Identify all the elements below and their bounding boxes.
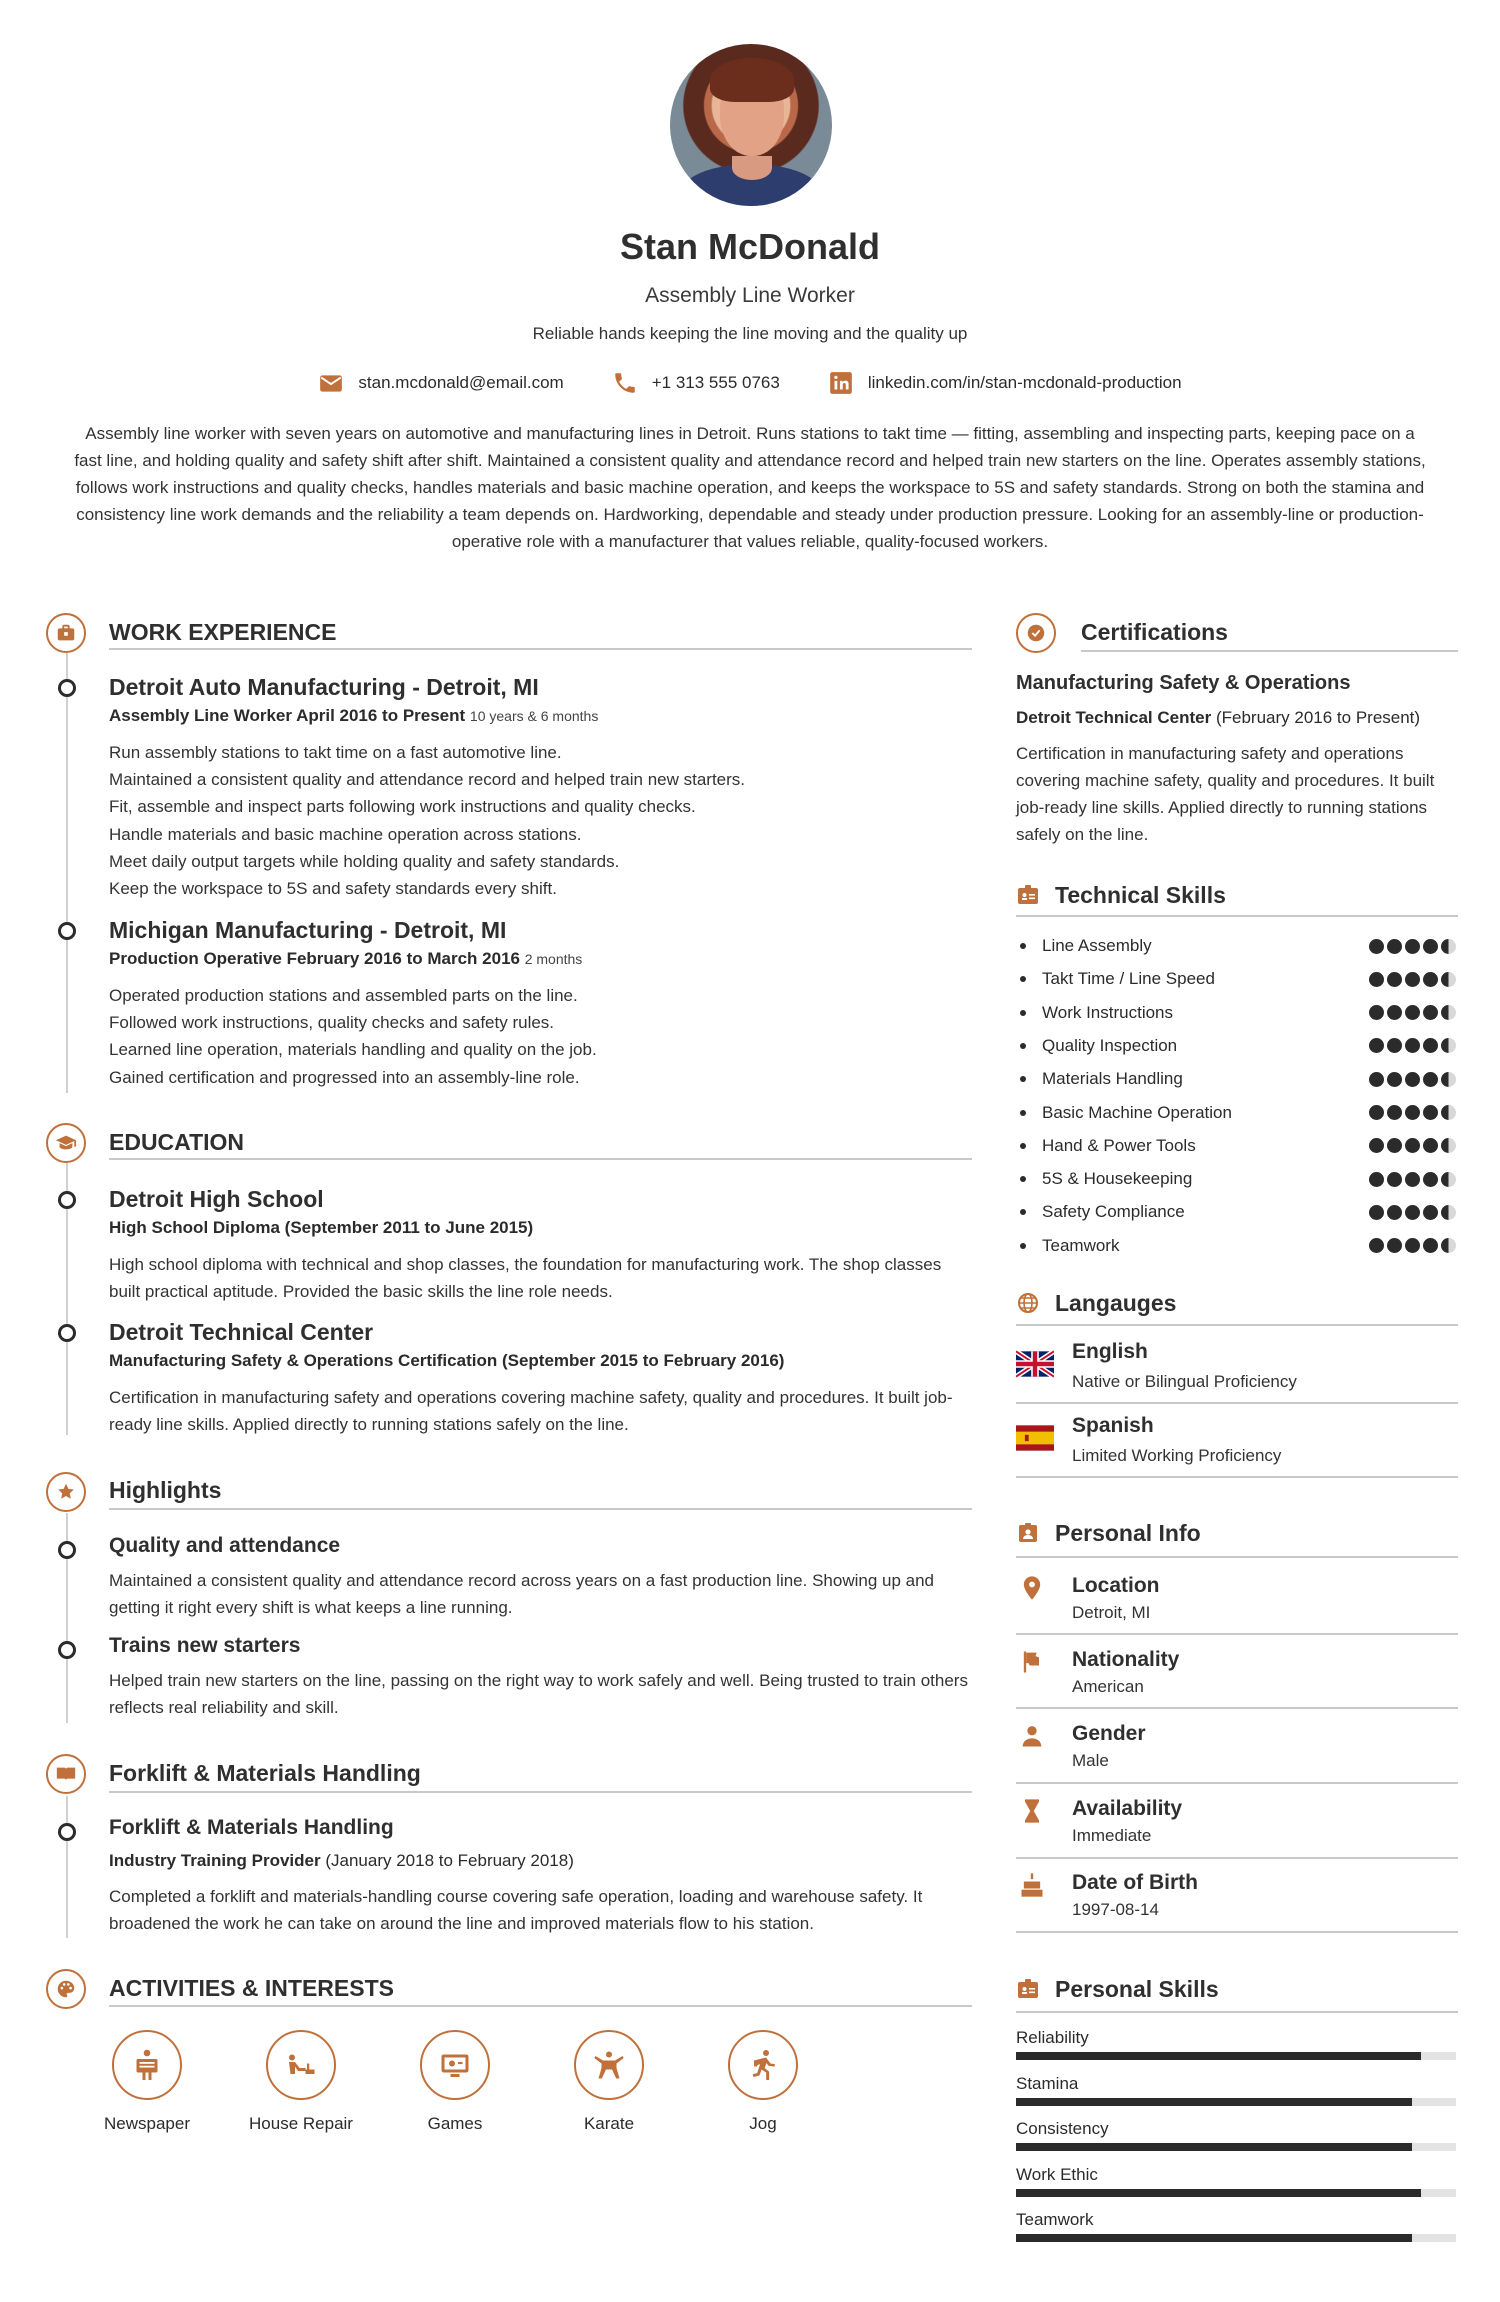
section-divider bbox=[109, 1158, 972, 1160]
rating-dot bbox=[1441, 1238, 1456, 1253]
profile-photo bbox=[670, 44, 832, 206]
course-provider bbox=[109, 1851, 574, 1871]
cert-issuer-line bbox=[1016, 708, 1420, 728]
item-divider bbox=[1016, 1707, 1458, 1709]
bullet bbox=[1020, 1010, 1026, 1016]
timeline-dot bbox=[58, 1823, 76, 1841]
section-title-activities: ACTIVITIES & INTERESTS bbox=[109, 1975, 394, 2001]
rating-dot bbox=[1405, 939, 1420, 954]
job-duration: 2 months bbox=[524, 951, 583, 967]
skill-name: Quality Inspection bbox=[1042, 1035, 1178, 1055]
bullet bbox=[1020, 1243, 1026, 1249]
skill-row bbox=[1020, 1001, 1456, 1025]
rating-dot bbox=[1441, 1072, 1456, 1087]
bullet bbox=[1020, 1209, 1026, 1215]
job-duration: 10 years & 6 months bbox=[469, 708, 599, 724]
rating-dot bbox=[1387, 1138, 1402, 1153]
skill-rating bbox=[1369, 1105, 1456, 1120]
person-icon bbox=[1018, 1722, 1046, 1750]
games-icon bbox=[437, 2047, 473, 2083]
education-desc: High school diploma with technical and shop classes, the foundation for manufacturing work. The shop classes built practical aptitude. Provided the basic skills the line role needs. bbox=[109, 1255, 942, 1301]
info-value: 1997-08-14 bbox=[1072, 1900, 1159, 1919]
linkedin-text: linkedin.com/in/stan-mcdonald-production bbox=[867, 373, 1182, 392]
timeline-line bbox=[66, 653, 68, 1093]
skill-rating bbox=[1369, 1172, 1456, 1187]
rating-dot bbox=[1423, 1072, 1438, 1087]
info-label: Date of Birth bbox=[1072, 1871, 1198, 1894]
skill-name: Safety Compliance bbox=[1042, 1202, 1185, 1222]
skill-row bbox=[1020, 1101, 1456, 1125]
list-item: Followed work instructions, quality checks and safety rules. bbox=[109, 1013, 555, 1033]
job-role bbox=[109, 949, 582, 969]
item-divider bbox=[1016, 1402, 1458, 1404]
skill-name: Takt Time / Line Speed bbox=[1042, 969, 1215, 989]
item-divider bbox=[1016, 1782, 1458, 1784]
contact-email[interactable] bbox=[318, 370, 563, 396]
cert-name: Manufacturing Safety & Operations bbox=[1016, 672, 1351, 694]
skill-row bbox=[1020, 1134, 1456, 1158]
activities-list bbox=[70, 2030, 840, 2134]
language-level: Native or Bilingual Proficiency bbox=[1072, 1372, 1297, 1391]
rating-dot bbox=[1387, 1005, 1402, 1020]
rating-dot bbox=[1369, 1238, 1384, 1253]
rating-dot bbox=[1405, 1138, 1420, 1153]
id-badge-icon bbox=[1016, 1977, 1040, 2001]
activity-label: Karate bbox=[583, 2114, 635, 2133]
section-title-technical-skills: Technical Skills bbox=[1055, 882, 1226, 908]
rating-dot bbox=[1423, 1172, 1438, 1187]
section-title-education: EDUCATION bbox=[109, 1129, 245, 1155]
rating-dot bbox=[1441, 1138, 1456, 1153]
activity-newspaper bbox=[70, 2030, 224, 2134]
skill-label: Reliability bbox=[1016, 2028, 1089, 2047]
rating-dot bbox=[1405, 1238, 1420, 1253]
language-name: English bbox=[1072, 1340, 1148, 1363]
profile-summary: Assembly line worker with seven years on automotive and manufacturing lines in Detroit. Runs stations to takt time — fitting, assembling and inspecting parts, keeping pace on a fast line, and holding quality and safety shift after shift. Maintained a consistent quality and attendance record and helped train new starters on the line. Operates assembly stations, follows work instructions and quality checks, handles materials and basic machine operation, and keeps the workspace to 5S and safety standards. Strong on both the stamina and consistency line work demands and the reliability a team depends on. Hardworking, dependable and steady under production pressure. Looking for an assembly-line or production-operative role with a manufacturer that values reliable, quality-focused workers. bbox=[74, 424, 1426, 551]
rating-dot bbox=[1441, 972, 1456, 987]
skill-bar bbox=[1016, 2098, 1456, 2106]
section-divider bbox=[109, 648, 972, 650]
skill-rating bbox=[1369, 1038, 1456, 1053]
house-repair-icon bbox=[283, 2047, 319, 2083]
skill-bar-fill bbox=[1016, 2143, 1412, 2151]
rating-dot bbox=[1369, 1205, 1384, 1220]
activity-label: House Repair bbox=[249, 2114, 353, 2133]
bullet bbox=[1020, 1143, 1026, 1149]
skill-bar-fill bbox=[1016, 2189, 1421, 2197]
section-divider bbox=[1016, 915, 1458, 917]
certificate-badge-icon bbox=[1016, 613, 1056, 653]
rating-dot bbox=[1441, 1172, 1456, 1187]
skill-row bbox=[1020, 1234, 1456, 1258]
item-divider bbox=[1016, 1476, 1458, 1478]
activity-label: Jog bbox=[749, 2114, 777, 2133]
rating-dot bbox=[1405, 972, 1420, 987]
rating-dot bbox=[1423, 1238, 1438, 1253]
activity-karate bbox=[532, 2030, 686, 2134]
skill-bar-fill bbox=[1016, 2234, 1412, 2242]
highlight-desc: Helped train new starters on the line, passing on the right way to work safely and well. Being trusted to train others reflects real reliability and skill. bbox=[109, 1671, 968, 1717]
highlight-title: Quality and attendance bbox=[109, 1534, 341, 1557]
section-title-forklift: Forklift & Materials Handling bbox=[109, 1760, 421, 1786]
language-name: Spanish bbox=[1072, 1414, 1154, 1437]
section-divider bbox=[1081, 650, 1458, 652]
rating-dot bbox=[1369, 1105, 1384, 1120]
skill-name: Materials Handling bbox=[1042, 1069, 1183, 1089]
info-value: Detroit, MI bbox=[1072, 1603, 1151, 1622]
item-divider bbox=[1016, 1633, 1458, 1635]
activity-games bbox=[378, 2030, 532, 2134]
rating-dot bbox=[1405, 1072, 1420, 1087]
degree: High School Diploma (September 2011 to June 2015) bbox=[109, 1218, 534, 1237]
newspaper-icon bbox=[129, 2047, 165, 2083]
list-item: Operated production stations and assembled parts on the line. bbox=[109, 986, 578, 1005]
activity-label: Games bbox=[427, 2114, 483, 2133]
skill-bar bbox=[1016, 2052, 1456, 2060]
timeline-dot bbox=[58, 1541, 76, 1559]
book-icon bbox=[46, 1754, 86, 1794]
info-value: Male bbox=[1072, 1751, 1109, 1770]
language-level: Limited Working Proficiency bbox=[1072, 1446, 1282, 1465]
skill-row bbox=[1020, 1034, 1456, 1058]
section-title-personal-info: Personal Info bbox=[1055, 1520, 1201, 1546]
list-item: Handle materials and basic machine operation across stations. bbox=[109, 824, 582, 844]
skill-bar-fill bbox=[1016, 2052, 1421, 2060]
contact-phone[interactable] bbox=[612, 370, 780, 396]
section-divider bbox=[1016, 1324, 1458, 1326]
rating-dot bbox=[1387, 1105, 1402, 1120]
item-divider bbox=[1016, 1857, 1458, 1859]
email-icon bbox=[318, 370, 344, 396]
contact-bar bbox=[0, 370, 1500, 396]
job-company: Detroit Auto Manufacturing - Detroit, MI bbox=[109, 674, 539, 700]
rating-dot bbox=[1387, 1072, 1402, 1087]
info-value: American bbox=[1072, 1677, 1144, 1696]
skill-rating bbox=[1369, 939, 1456, 954]
rating-dot bbox=[1369, 1005, 1384, 1020]
skill-row bbox=[1020, 1200, 1456, 1224]
skill-rating bbox=[1369, 1005, 1456, 1020]
list-item: Gained certification and progressed into an assembly-line role. bbox=[109, 1067, 580, 1087]
skill-row bbox=[1020, 934, 1456, 958]
bullet bbox=[1020, 943, 1026, 949]
skill-name: Basic Machine Operation bbox=[1042, 1102, 1232, 1122]
section-divider bbox=[109, 1508, 972, 1510]
phone-text: +1 313 555 0763 bbox=[651, 373, 780, 392]
job-title: Assembly Line Worker bbox=[645, 284, 855, 307]
job-role-text: Production Operative February 2016 to March 2016 bbox=[109, 949, 520, 968]
rating-dot bbox=[1423, 1138, 1438, 1153]
rating-dot bbox=[1423, 1105, 1438, 1120]
provider-name: Industry Training Provider bbox=[109, 1851, 321, 1870]
bullet bbox=[1020, 1043, 1026, 1049]
rating-dot bbox=[1387, 1172, 1402, 1187]
rating-dot bbox=[1441, 1105, 1456, 1120]
rating-dot bbox=[1423, 939, 1438, 954]
skill-rating bbox=[1369, 1238, 1456, 1253]
highlight-desc: Maintained a consistent quality and attendance record across years on a fast production line. Showing up and getting it right every shift is what keeps a line running. bbox=[109, 1571, 935, 1617]
karate-icon bbox=[591, 2047, 627, 2083]
bullet bbox=[1020, 976, 1026, 982]
rating-dot bbox=[1369, 1072, 1384, 1087]
school-name: Detroit Technical Center bbox=[109, 1319, 374, 1345]
graduation-cap-icon bbox=[46, 1123, 86, 1163]
skill-rating bbox=[1369, 1072, 1456, 1087]
list-item: Learned line operation, materials handling and quality on the job. bbox=[109, 1040, 597, 1060]
activity-house-repair bbox=[224, 2030, 378, 2134]
linkedin-icon bbox=[828, 370, 854, 396]
skill-name: Teamwork bbox=[1042, 1235, 1120, 1255]
rating-dot bbox=[1387, 1238, 1402, 1253]
skill-name: Work Instructions bbox=[1042, 1002, 1174, 1022]
rating-dot bbox=[1423, 972, 1438, 987]
contact-linkedin[interactable] bbox=[828, 370, 1182, 396]
section-divider bbox=[1016, 2011, 1458, 2013]
rating-dot bbox=[1369, 1138, 1384, 1153]
timeline-line bbox=[66, 1796, 68, 1938]
timeline-dot bbox=[58, 922, 76, 940]
skill-rating bbox=[1369, 1205, 1456, 1220]
flag-icon bbox=[1018, 1648, 1046, 1676]
info-label: Nationality bbox=[1072, 1648, 1180, 1671]
rating-dot bbox=[1441, 1038, 1456, 1053]
section-title-highlights: Highlights bbox=[109, 1477, 222, 1503]
skill-bar bbox=[1016, 2234, 1456, 2242]
activity-label: Newspaper bbox=[104, 2114, 190, 2133]
job-bullets bbox=[109, 739, 745, 902]
location-pin-icon bbox=[1018, 1574, 1046, 1602]
list-item: Maintained a consistent quality and attendance record and helped train new starters. bbox=[109, 770, 746, 790]
info-label: Gender bbox=[1072, 1722, 1146, 1745]
cert-issuer: Detroit Technical Center bbox=[1016, 708, 1212, 727]
skill-name: 5S & Housekeeping bbox=[1042, 1169, 1193, 1189]
bullet bbox=[1020, 1176, 1026, 1182]
rating-dot bbox=[1369, 972, 1384, 987]
skill-bar bbox=[1016, 2189, 1456, 2197]
job-role-text: Assembly Line Worker April 2016 to Present bbox=[109, 706, 466, 725]
skill-row bbox=[1020, 1167, 1456, 1191]
skill-row bbox=[1020, 967, 1456, 991]
jog-icon bbox=[745, 2047, 781, 2083]
section-title-certifications: Certifications bbox=[1081, 619, 1228, 645]
rating-dot bbox=[1423, 1205, 1438, 1220]
list-item: Fit, assemble and inspect parts following work instructions and quality checks. bbox=[109, 797, 696, 817]
contact-card-icon bbox=[1016, 1521, 1040, 1545]
timeline-dot bbox=[58, 1191, 76, 1209]
rating-dot bbox=[1369, 1172, 1384, 1187]
job-company: Michigan Manufacturing - Detroit, MI bbox=[109, 917, 507, 943]
rating-dot bbox=[1423, 1005, 1438, 1020]
rating-dot bbox=[1405, 1105, 1420, 1120]
section-divider bbox=[109, 1791, 972, 1793]
rating-dot bbox=[1387, 939, 1402, 954]
school-name: Detroit High School bbox=[109, 1186, 324, 1212]
bullet bbox=[1020, 1076, 1026, 1082]
rating-dot bbox=[1441, 939, 1456, 954]
rating-dot bbox=[1387, 972, 1402, 987]
bullet bbox=[1020, 1110, 1026, 1116]
rating-dot bbox=[1387, 1205, 1402, 1220]
course-title: Forklift & Materials Handling bbox=[109, 1816, 394, 1839]
timeline-dot bbox=[58, 1324, 76, 1342]
activity-jog bbox=[686, 2030, 840, 2134]
degree: Manufacturing Safety & Operations Certification (September 2015 to February 2016) bbox=[109, 1351, 785, 1370]
skill-label: Teamwork bbox=[1016, 2210, 1094, 2229]
globe-icon bbox=[1016, 1291, 1040, 1315]
info-value: Immediate bbox=[1072, 1826, 1152, 1845]
rating-dot bbox=[1387, 1038, 1402, 1053]
cert-dates: (February 2016 to Present) bbox=[1215, 708, 1421, 727]
rating-dot bbox=[1369, 1038, 1384, 1053]
course-dates: (January 2018 to February 2018) bbox=[325, 1851, 574, 1870]
skill-name: Line Assembly bbox=[1042, 936, 1152, 955]
hourglass-icon bbox=[1018, 1797, 1046, 1825]
section-title-languages: Langauges bbox=[1055, 1290, 1177, 1316]
spain-flag-icon bbox=[1016, 1424, 1054, 1452]
section-title-personal-skills: Personal Skills bbox=[1055, 1976, 1219, 2002]
job-role bbox=[109, 706, 598, 726]
uk-flag-icon bbox=[1016, 1350, 1054, 1378]
rating-dot bbox=[1441, 1005, 1456, 1020]
rating-dot bbox=[1423, 1038, 1438, 1053]
list-item: Keep the workspace to 5S and safety standards every shift. bbox=[109, 879, 557, 899]
skill-row bbox=[1020, 1067, 1456, 1091]
course-desc: Completed a forklift and materials-handling course covering safe operation, loading and warehouse safety. It broadened the work he can take on around the line and improved materials flow to his station. bbox=[109, 1887, 923, 1933]
list-item: Meet daily output targets while holding quality and safety standards. bbox=[109, 851, 620, 871]
highlight-title: Trains new starters bbox=[109, 1634, 301, 1657]
education-desc: Certification in manufacturing safety and operations covering machine safety, quality and procedures. It built job-ready line skills. Applied directly to running stations safely on the line. bbox=[109, 1388, 953, 1434]
rating-dot bbox=[1405, 1172, 1420, 1187]
cert-desc: Certification in manufacturing safety and operations covering machine safety, quality and procedures. It built job-ready line skills. Applied directly to running stations safely on the line. bbox=[1016, 744, 1435, 844]
skill-label: Consistency bbox=[1016, 2119, 1109, 2138]
tagline: Reliable hands keeping the line moving and the quality up bbox=[532, 324, 968, 343]
rating-dot bbox=[1405, 1038, 1420, 1053]
rating-dot bbox=[1405, 1205, 1420, 1220]
skill-label: Work Ethic bbox=[1016, 2164, 1098, 2184]
rating-dot bbox=[1441, 1205, 1456, 1220]
skill-bar-fill bbox=[1016, 2098, 1412, 2106]
rating-dot bbox=[1405, 1005, 1420, 1020]
skill-name: Hand & Power Tools bbox=[1042, 1135, 1196, 1155]
skill-rating bbox=[1369, 1138, 1456, 1153]
info-label: Location bbox=[1072, 1574, 1160, 1597]
email-text: stan.mcdonald@email.com bbox=[358, 373, 564, 392]
timeline-dot bbox=[58, 679, 76, 697]
section-divider bbox=[109, 2005, 972, 2007]
phone-icon bbox=[612, 370, 638, 396]
briefcase-icon bbox=[46, 613, 86, 653]
section-title-work: WORK EXPERIENCE bbox=[109, 619, 337, 645]
skill-rating bbox=[1369, 972, 1456, 987]
info-label: Availability bbox=[1072, 1797, 1183, 1820]
star-badge-icon bbox=[46, 1472, 86, 1512]
id-badge-icon bbox=[1016, 883, 1040, 907]
palette-icon bbox=[46, 1969, 86, 2009]
timeline-dot bbox=[58, 1641, 76, 1659]
rating-dot bbox=[1369, 939, 1384, 954]
cake-icon bbox=[1018, 1871, 1046, 1899]
section-divider bbox=[1016, 1556, 1458, 1558]
skill-label: Stamina bbox=[1016, 2073, 1079, 2093]
list-item: Run assembly stations to takt time on a fast automotive line. bbox=[109, 743, 562, 762]
candidate-name: Stan McDonald bbox=[619, 226, 880, 267]
item-divider bbox=[1016, 1931, 1458, 1933]
skill-bar bbox=[1016, 2143, 1456, 2151]
job-bullets bbox=[109, 982, 597, 1091]
